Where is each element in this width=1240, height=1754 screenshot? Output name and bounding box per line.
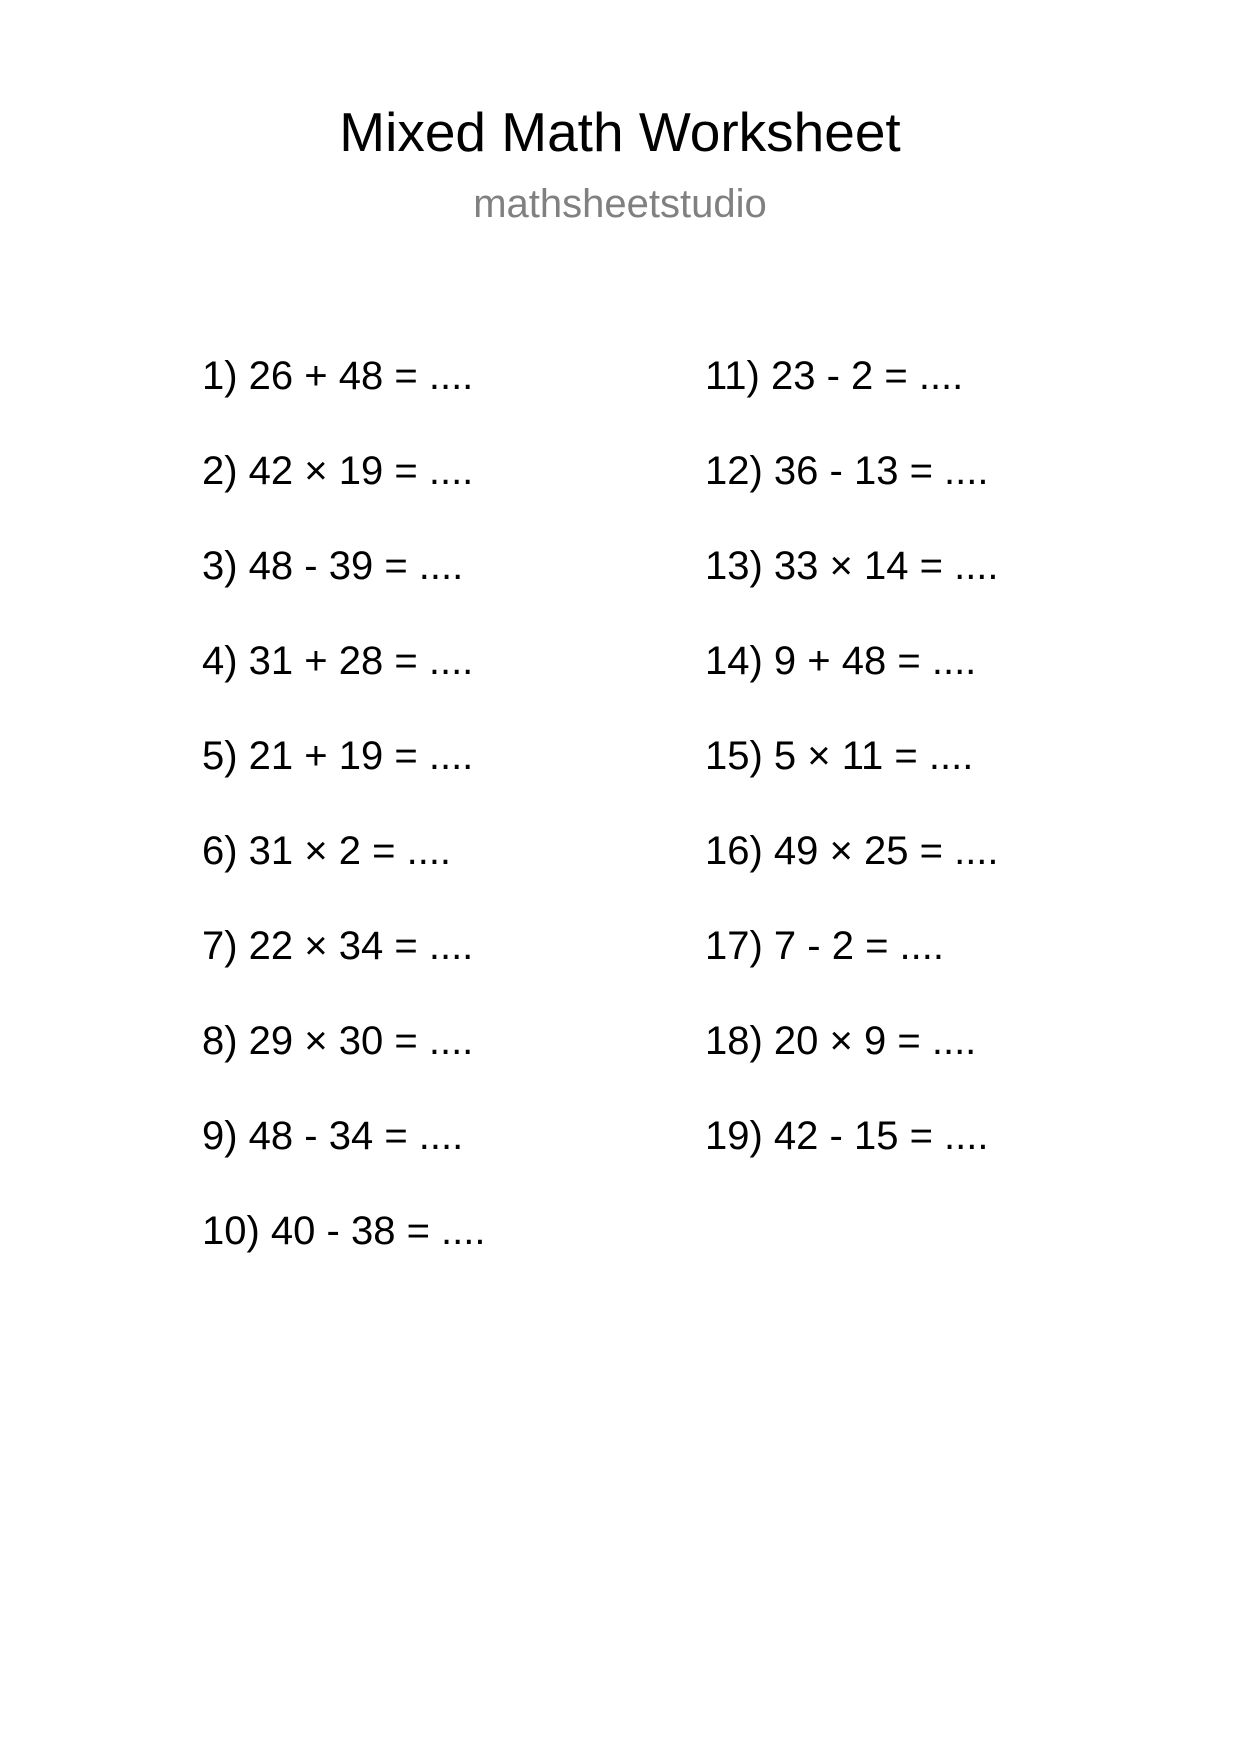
problem-11: 11) 23 - 2 = .... (705, 354, 964, 398)
problem-3: 3) 48 - 39 = .... (202, 544, 464, 588)
problem-5: 5) 21 + 19 = .... (202, 734, 474, 778)
problem-13: 13) 33 × 14 = .... (705, 544, 999, 588)
problem-1: 1) 26 + 48 = .... (202, 354, 474, 398)
problems-right-column (705, 353, 999, 1208)
problem-10: 10) 40 - 38 = .... (202, 1209, 486, 1253)
worksheet-title: Mixed Math Worksheet (339, 101, 901, 163)
problem-16: 16) 49 × 25 = .... (705, 829, 999, 873)
problem-6: 6) 31 × 2 = .... (202, 829, 452, 873)
problem-17: 17) 7 - 2 = .... (705, 924, 945, 968)
problem-18: 18) 20 × 9 = .... (705, 1019, 977, 1063)
problem-12: 12) 36 - 13 = .... (705, 449, 989, 493)
problem-15: 15) 5 × 11 = .... (705, 734, 974, 778)
problem-9: 9) 48 - 34 = .... (202, 1114, 464, 1158)
problem-4: 4) 31 + 28 = .... (202, 639, 474, 683)
problem-19: 19) 42 - 15 = .... (705, 1114, 989, 1158)
problem-7: 7) 22 × 34 = .... (202, 924, 474, 968)
problems-left-column (202, 353, 486, 1303)
problem-8: 8) 29 × 30 = .... (202, 1019, 474, 1063)
problem-14: 14) 9 + 48 = .... (705, 639, 977, 683)
problem-2: 2) 42 × 19 = .... (202, 449, 474, 493)
worksheet-subtitle: mathsheetstudio (473, 182, 767, 226)
